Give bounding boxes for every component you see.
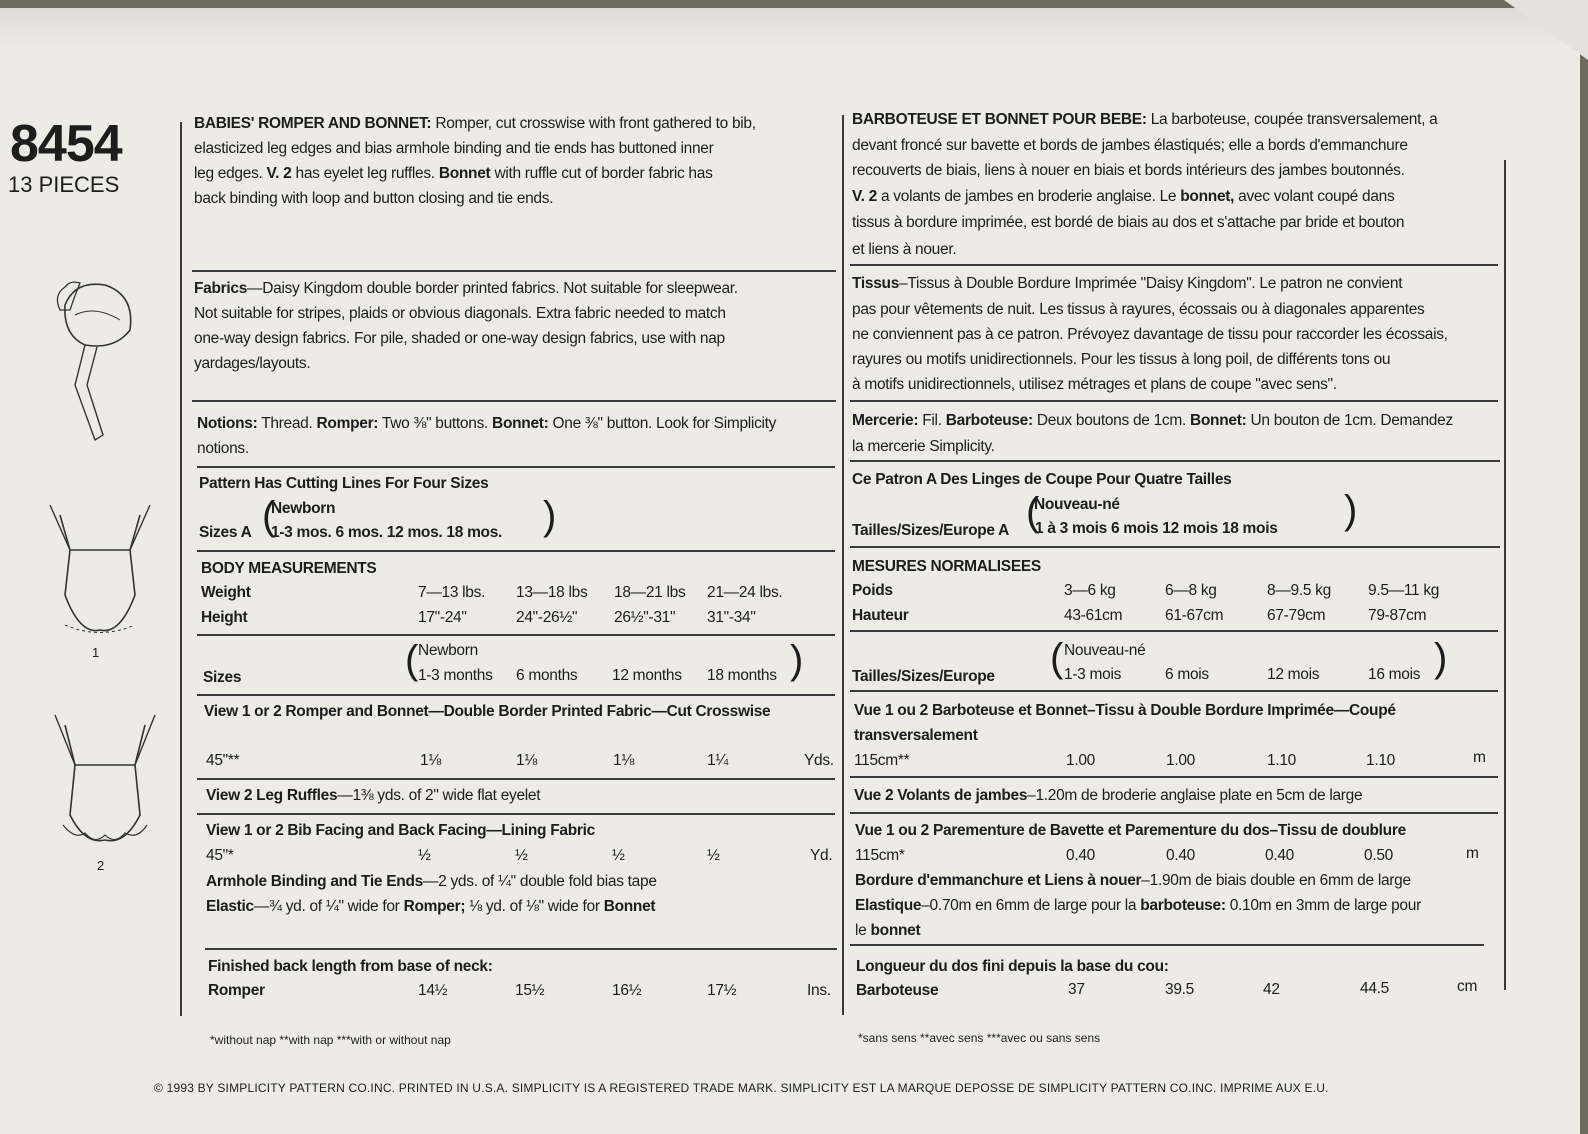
- en-finished-val-4: 17½: [707, 982, 737, 999]
- fr-sizes-brace-left: (: [1026, 490, 1040, 534]
- fr-view1-val-1: 1.00: [1066, 752, 1095, 769]
- divider: [850, 690, 1498, 692]
- en-finished-val-1: 14½: [418, 982, 448, 999]
- en-finished-length-title: Finished back length from base of neck:: [208, 958, 493, 975]
- fr-bib-val-4: 0.50: [1364, 847, 1393, 864]
- fr-bib-width: 115cm*: [855, 847, 905, 864]
- fr-finished-val-2: 39.5: [1165, 981, 1194, 998]
- fr-finished-val-3: 42: [1263, 981, 1280, 998]
- fr-finished-unit: cm: [1457, 978, 1478, 995]
- en-sizes2-brace-left: (: [405, 638, 419, 682]
- divider: [850, 400, 1498, 402]
- fr-elastic: Elastique–0.70m en 6mm de large pour la barboteuse: 0.10m en 3mm de large pour: [855, 897, 1421, 914]
- en-sizes2-brace-right: ): [790, 638, 804, 682]
- fr-fabrics-line-3: ne conviennent pas à ce patron. Prévoyez davantage de tissu pour raccorder les écossais,: [852, 326, 1448, 343]
- fr-description-line-4: V. 2 a volants de jambes en broderie anglaise. Le bonnet, avec volant coupé dans: [852, 188, 1395, 205]
- divider: [197, 813, 835, 815]
- en-finished-unit: Ins.: [807, 982, 831, 999]
- fr-finished-val-1: 37: [1068, 981, 1085, 998]
- divider: [197, 694, 835, 696]
- fr-sizes2-2: 6 mois: [1165, 666, 1209, 683]
- en-height-3: 26½"-31": [614, 609, 676, 626]
- fr-sizes-row: 1 à 3 mois 6 mois 12 mois 18 mois: [1035, 520, 1278, 537]
- en-height-label: Height: [201, 609, 248, 626]
- fr-sizes-label: Tailles/Sizes/Europe A: [852, 522, 1010, 539]
- fr-weight-label: Poids: [852, 582, 893, 599]
- en-bib-val-3: ½: [612, 847, 625, 864]
- fr-finished-length-title: Longueur du dos fini depuis la base du cou:: [856, 958, 1169, 975]
- fr-height-label: Hauteur: [852, 607, 909, 624]
- en-view1-val-3: 1⅛: [613, 752, 634, 769]
- divider: [850, 812, 1498, 814]
- en-bib-val-2: ½: [515, 847, 528, 864]
- divider: [850, 546, 1500, 548]
- fr-sizes2-3: 12 mois: [1267, 666, 1320, 683]
- romper-view1-illustration: [40, 495, 160, 645]
- fr-fabrics-line-2: pas pour vêtements de nuit. Les tissus à rayures, écossais ou à diagonales apparentes: [852, 301, 1425, 318]
- fr-bib-val-1: 0.40: [1066, 847, 1095, 864]
- en-sizes-newborn: Newborn: [271, 500, 336, 517]
- en-height-1: 17"-24": [418, 609, 467, 626]
- en-sizes-row: 1-3 mos. 6 mos. 12 mos. 18 mos.: [271, 524, 503, 541]
- divider: [192, 270, 836, 272]
- right-column-rule: [1504, 160, 1506, 990]
- divider: [197, 466, 835, 468]
- fr-sizes-brace-right: ): [1344, 488, 1358, 532]
- en-bib-val-4: ½: [707, 847, 720, 864]
- en-leg-ruffles: View 2 Leg Ruffles—1⅜ yds. of 2" wide flat eyelet: [206, 787, 541, 804]
- en-sizes2-2: 6 months: [516, 667, 578, 684]
- en-height-2: 24"-26½": [516, 609, 578, 626]
- fr-sizes2-4: 16 mois: [1368, 666, 1421, 683]
- en-view1-val-2: 1⅛: [516, 752, 537, 769]
- en-description-line-3: leg edges. V. 2 has eyelet leg ruffles. Bonnet with ruffle cut of border fabric has: [194, 165, 713, 182]
- en-sizes-brace-left: (: [262, 494, 276, 538]
- en-elastic: Elastic—¾ yd. of ¼" wide for Romper; ⅛ yd. of ⅛" wide for Bonnet: [206, 898, 656, 915]
- fr-weight-1: 3—6 kg: [1064, 582, 1116, 599]
- fr-body-measurements-title: MESURES NORMALISEES: [852, 558, 1041, 575]
- divider: [192, 400, 836, 402]
- left-column-rule: [180, 122, 182, 1016]
- fr-weight-3: 8—9.5 kg: [1267, 582, 1331, 599]
- fr-sizes2-1: 1-3 mois: [1064, 666, 1122, 683]
- en-description-line-1: BABIES' ROMPER AND BONNET: Romper, cut crosswise with front gathered to bib,: [194, 115, 756, 132]
- figure-2-label: 2: [97, 858, 105, 873]
- fr-sizes-newborn: Nouveau-né: [1034, 496, 1120, 513]
- fr-sizes2-newborn: Nouveau-né: [1064, 642, 1146, 659]
- fr-notions-line-2: la mercerie Simplicity.: [852, 438, 995, 455]
- fr-description-line-3: recouverts de biais, liens à nouer en biais et bords intérieurs des jambes boutonnés.: [852, 162, 1405, 179]
- en-weight-4: 21—24 lbs.: [707, 584, 783, 601]
- divider: [850, 460, 1500, 462]
- fr-height-1: 43-61cm: [1064, 607, 1123, 624]
- fr-bib-val-2: 0.40: [1166, 847, 1195, 864]
- en-weight-label: Weight: [201, 584, 251, 601]
- fr-view1-title-line-2: transversalement: [854, 727, 978, 744]
- en-sizes-label: Sizes A: [199, 524, 252, 541]
- en-description-line-4: back binding with loop and button closing and tie ends.: [194, 190, 554, 207]
- en-cutting-lines-title: Pattern Has Cutting Lines For Four Sizes: [199, 475, 489, 492]
- center-column-rule: [842, 115, 844, 1015]
- copyright-line: © 1993 BY SIMPLICITY PATTERN CO.INC. PRINTED IN U.S.A. SIMPLICITY IS A REGISTERED TRADE MARK. SIMPLICITY EST LA MARQUE DEPOSSE DE SIMPLICITY PATTERN CO.INC. IMPRIME AUX E.U.: [154, 1081, 1329, 1095]
- romper-view2-illustration: [45, 705, 165, 855]
- fr-weight-4: 9.5—11 kg: [1368, 582, 1440, 599]
- divider: [205, 948, 837, 950]
- fr-weight-2: 6—8 kg: [1165, 582, 1217, 599]
- fr-notions-line-1: Mercerie: Fil. Barboteuse: Deux boutons de 1cm. Bonnet: Un bouton de 1cm. Demandez: [852, 412, 1453, 429]
- fr-bib-facing-title: Vue 1 ou 2 Parementure de Bavette et Parementure du dos–Tissu de doublure: [855, 822, 1406, 839]
- en-finished-val-2: 15½: [515, 982, 545, 999]
- fr-bib-val-3: 0.40: [1265, 847, 1294, 864]
- fr-height-2: 61-67cm: [1165, 607, 1224, 624]
- en-fabrics-line-2: Not suitable for stripes, plaids or obvious diagonals. Extra fabric needed to match: [194, 305, 726, 322]
- en-finished-val-3: 16½: [612, 982, 642, 999]
- fr-fabrics-line-5: à motifs unidirectionnels, utilisez métrages et plans de coupe "avec sens".: [852, 376, 1337, 393]
- divider: [197, 778, 835, 780]
- en-body-measurements-title: BODY MEASUREMENTS: [201, 560, 377, 577]
- en-view1-unit: Yds.: [804, 752, 834, 769]
- divider: [850, 264, 1498, 266]
- pattern-number: 8454: [10, 115, 122, 173]
- en-fabrics-line-3: one-way design fabrics. For pile, shaded or one-way design fabrics, use with nap: [194, 330, 725, 347]
- en-bib-facing-title: View 1 or 2 Bib Facing and Back Facing—Lining Fabric: [206, 822, 595, 839]
- fr-sizes2-brace-left: (: [1050, 636, 1064, 680]
- fr-sizes2-label: Tailles/Sizes/Europe: [852, 668, 995, 685]
- divider: [850, 630, 1498, 632]
- fr-leg-ruffles: Vue 2 Volants de jambes–1.20m de broderie anglaise plate en 5cm de large: [854, 787, 1363, 804]
- fr-description-line-6: et liens à nouer.: [852, 241, 957, 258]
- fr-description-line-5: tissus à bordure imprimée, est bordé de biais au dos et s'attache par bride et bouton: [852, 214, 1405, 231]
- fr-view1-unit: m: [1473, 749, 1486, 766]
- fr-fabrics-line-1: Tissus–Tissus à Double Bordure Imprimée "Daisy Kingdom". Le patron ne convient: [852, 275, 1403, 292]
- en-armhole-binding: Armhole Binding and Tie Ends—2 yds. of ¼" double fold bias tape: [206, 873, 657, 890]
- fr-view1-width: 115cm**: [854, 752, 910, 769]
- en-notions-line-2: notions.: [197, 440, 249, 457]
- en-view1-width: 45"**: [206, 752, 240, 769]
- fr-view1-val-3: 1.10: [1267, 752, 1296, 769]
- bonnet-illustration: [45, 275, 155, 455]
- fr-elastic-line-2: le bonnet: [855, 922, 921, 939]
- en-view1-title: View 1 or 2 Romper and Bonnet—Double Border Printed Fabric—Cut Crosswise: [204, 703, 771, 720]
- fr-description-line-2: devant froncé sur bavette et bords de jambes élastiqués; elle a bords d'emmanchure: [852, 137, 1408, 154]
- en-weight-3: 18—21 lbs: [614, 584, 686, 601]
- en-description-line-2: elasticized leg edges and bias armhole binding and tie ends has buttoned inner: [194, 140, 714, 157]
- divider: [197, 550, 835, 552]
- divider: [197, 634, 835, 636]
- fr-view1-val-2: 1.00: [1166, 752, 1195, 769]
- en-sizes-brace-right: ): [543, 494, 557, 538]
- fr-finished-val-4: 44.5: [1360, 980, 1389, 997]
- en-height-4: 31"-34": [707, 609, 756, 626]
- fr-bib-unit: m: [1466, 845, 1479, 862]
- pieces-count: 13 PIECES: [8, 172, 120, 197]
- en-bib-width: 45"*: [206, 847, 234, 864]
- en-sizes2-label: Sizes: [203, 669, 242, 686]
- en-sizes2-4: 18 months: [707, 667, 777, 684]
- en-sizes2-3: 12 months: [612, 667, 682, 684]
- fr-description-line-1: BARBOTEUSE ET BONNET POUR BEBE: La barboteuse, coupée transversalement, a: [852, 111, 1438, 128]
- fr-fabrics-line-4: rayures ou motifs unidirectionnels. Pour les tissus à long poil, de différents tons ou: [852, 351, 1391, 368]
- en-bib-unit: Yd.: [810, 847, 833, 864]
- figure-1-label: 1: [92, 645, 100, 660]
- en-view1-val-1: 1⅛: [420, 752, 441, 769]
- fr-armhole-binding: Bordure d'emmanchure et Liens à nouer–1.90m de biais double en 6mm de large: [855, 872, 1411, 889]
- fr-footnote: *sans sens **avec sens ***avec ou sans sens: [858, 1031, 1101, 1045]
- fr-view1-val-4: 1.10: [1366, 752, 1395, 769]
- fr-view1-title: Vue 1 ou 2 Barboteuse et Bonnet–Tissu à Double Bordure Imprimée—Coupé: [854, 702, 1396, 719]
- fr-finished-label: Barboteuse: [856, 982, 939, 999]
- fr-height-4: 79-87cm: [1368, 607, 1427, 624]
- divider: [850, 776, 1498, 778]
- en-weight-2: 13—18 lbs: [516, 584, 588, 601]
- envelope-flap-shadow: [0, 8, 1580, 48]
- fr-height-3: 67-79cm: [1267, 607, 1326, 624]
- en-view1-val-4: 1¼: [707, 752, 728, 769]
- en-fabrics-line-4: yardages/layouts.: [194, 355, 311, 372]
- en-sizes2-1: 1-3 months: [418, 667, 493, 684]
- en-footnote: *without nap **with nap ***with or without nap: [210, 1033, 451, 1047]
- en-finished-romper-label: Romper: [208, 982, 265, 999]
- en-notions-line-1: Notions: Thread. Romper: Two ⅜" buttons. Bonnet: One ⅜" button. Look for Simplicity: [197, 415, 777, 432]
- en-weight-1: 7—13 lbs.: [418, 584, 486, 601]
- en-fabrics-line-1: Fabrics—Daisy Kingdom double border printed fabrics. Not suitable for sleepwear.: [194, 280, 738, 297]
- en-sizes2-newborn: Newborn: [418, 642, 478, 659]
- divider: [850, 944, 1484, 946]
- en-bib-val-1: ½: [418, 847, 431, 864]
- fr-cutting-lines-title: Ce Patron A Des Linges de Coupe Pour Quatre Tailles: [852, 471, 1232, 488]
- fr-sizes2-brace-right: ): [1434, 636, 1448, 680]
